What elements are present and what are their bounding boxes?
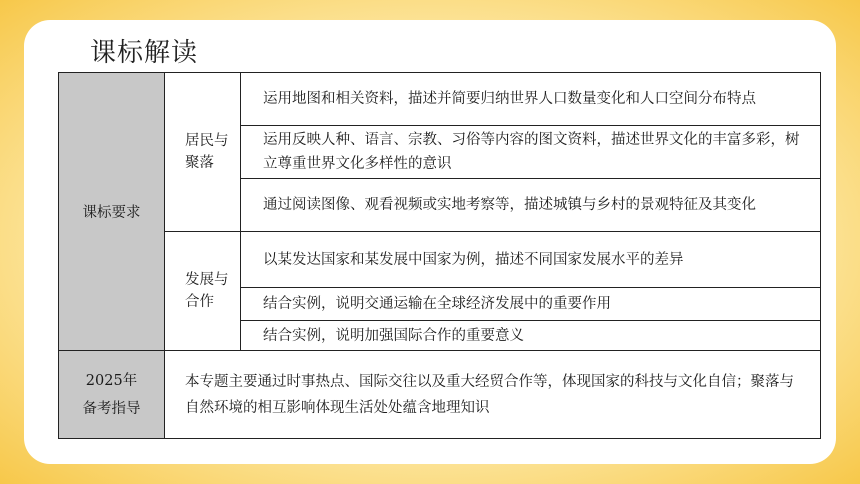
- category-label: 居民与聚落: [185, 133, 229, 171]
- guide-text: 本专题主要通过时事热点、国际交往以及重大经贸合作等，体现国家的科技与文化自信；聚落与自然环境的相互影响体现生活处处蕴含地理知识: [165, 351, 821, 439]
- requirement-item: 运用反映人种、语言、宗教、习俗等内容的图文资料，描述世界文化的丰富多彩，树立尊重世界文化多样性的意识: [241, 126, 821, 179]
- requirements-label-cell: [59, 73, 165, 351]
- category-label: 发展与合作: [185, 272, 229, 310]
- category-cell: [165, 232, 241, 351]
- category-cell: [165, 73, 241, 232]
- requirement-item: 结合实例，说明加强国际合作的重要意义: [241, 321, 821, 351]
- table-row: [59, 73, 821, 126]
- curriculum-table: [58, 72, 821, 439]
- guide-label-year: 2025年: [85, 372, 138, 389]
- guide-label-cell: [59, 351, 165, 439]
- requirement-item: 通过阅读图像、观看视频或实地考察等，描述城镇与乡村的景观特征及其变化: [241, 179, 821, 232]
- requirements-label: 课标要求: [82, 205, 141, 221]
- table-row: [59, 232, 821, 288]
- requirement-item: 运用地图和相关资料，描述并简要归纳世界人口数量变化和人口空间分布特点: [241, 73, 821, 126]
- guide-label-text: 备考指导: [82, 400, 141, 417]
- requirement-item: 结合实例，说明交通运输在全球经济发展中的重要作用: [241, 288, 821, 321]
- page-title: 课标解读: [90, 38, 199, 68]
- table-row: [59, 351, 821, 439]
- requirement-item: 以某发达国家和某发展中国家为例，描述不同国家发展水平的差异: [241, 232, 821, 288]
